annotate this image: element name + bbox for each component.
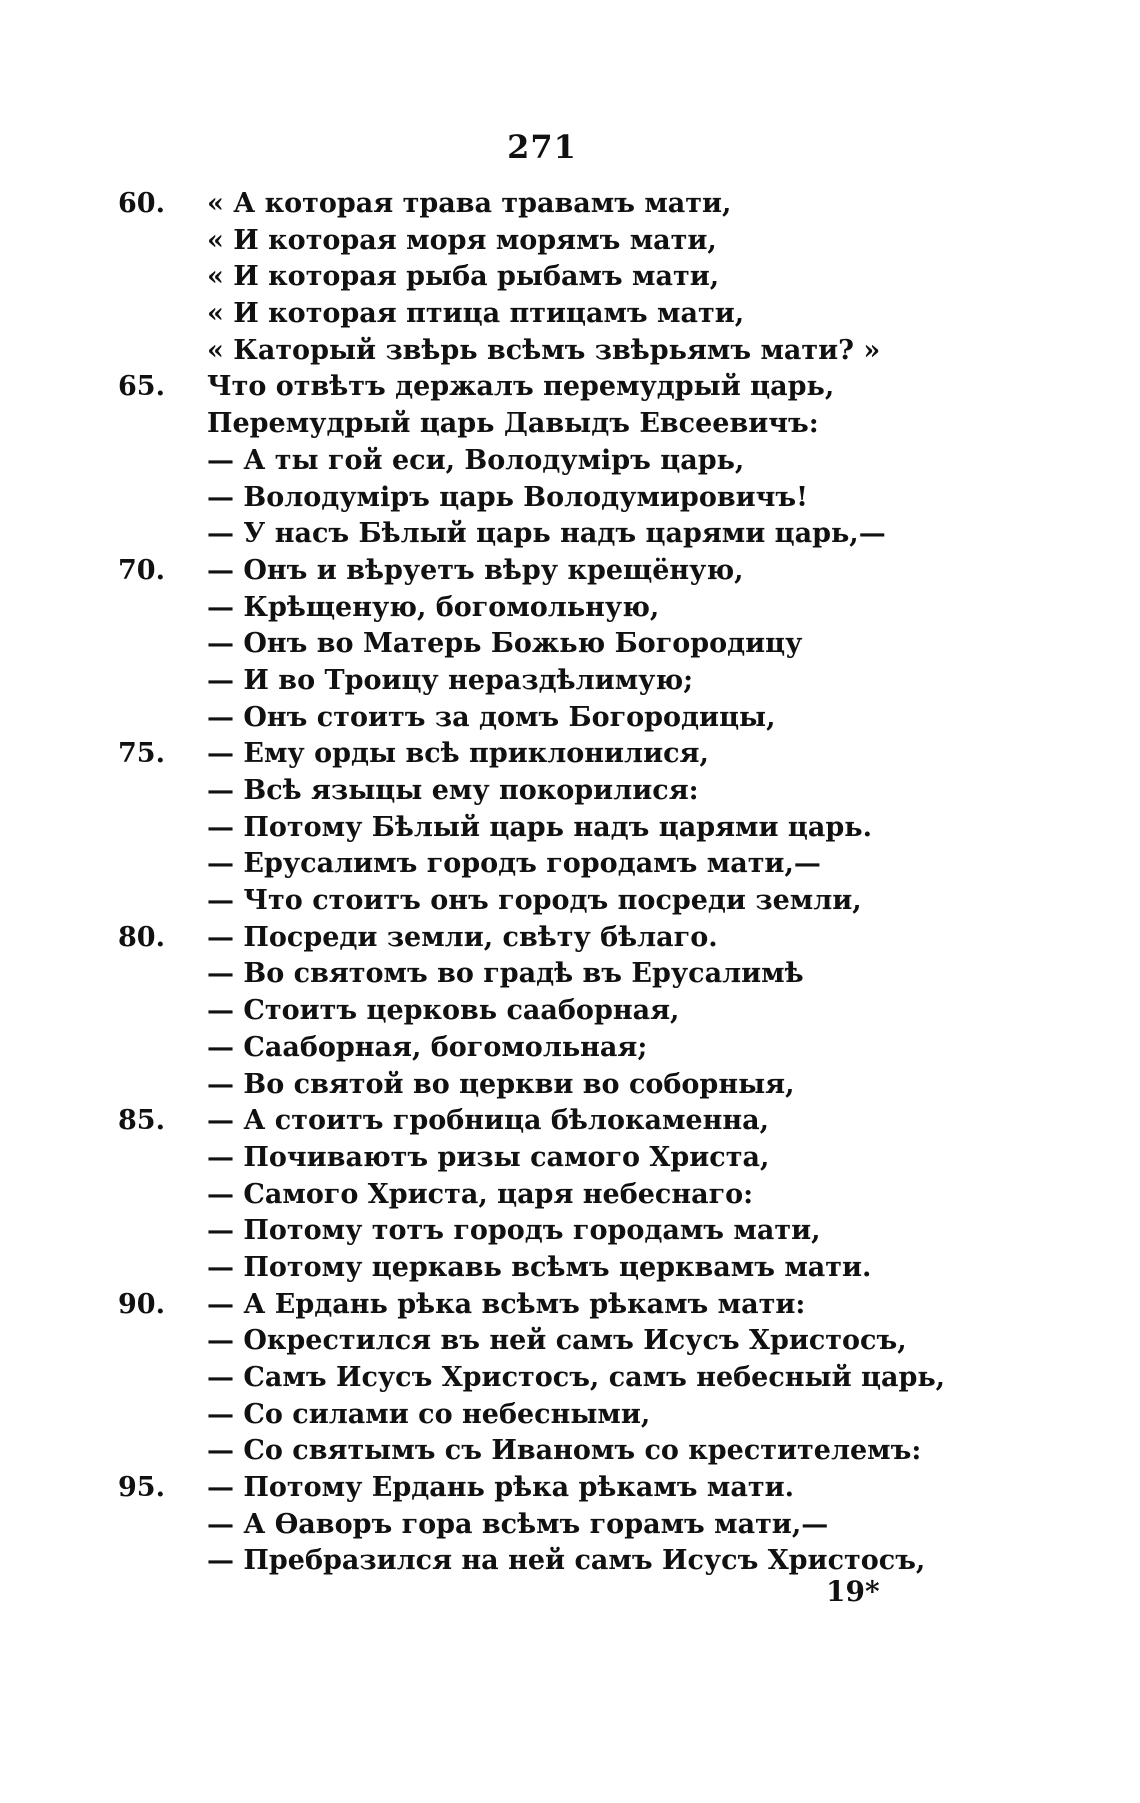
line-text: « И которая птица птицамъ мати, <box>207 298 745 330</box>
poem-line <box>0 1177 1140 1214</box>
line-number: 90. <box>118 1288 165 1320</box>
poem-line <box>0 480 1140 517</box>
line-text: — У насъ Бѣлый царь надъ царями царь,— <box>207 518 886 550</box>
poem-line <box>0 1140 1140 1177</box>
line-text: — Почиваютъ ризы самого Христа, <box>207 1141 770 1173</box>
line-text: — Самого Христа, царя небеснаго: <box>207 1178 754 1210</box>
line-number: 75. <box>118 738 165 770</box>
line-text: — Во святомъ во градѣ въ Ерусалимѣ <box>207 958 804 990</box>
poem-line <box>0 1470 1140 1507</box>
poem-line <box>0 700 1140 737</box>
poem-line <box>0 553 1140 590</box>
line-text: — Ерусалимъ городъ городамъ мати,— <box>207 848 821 880</box>
line-text: — А Ердань рѣка всѣмъ рѣкамъ мати: <box>207 1288 806 1320</box>
line-text: — Онъ стоитъ за домъ Богородицы, <box>207 701 776 733</box>
line-text: Что отвѣтъ держалъ перемудрый царь, <box>207 371 835 403</box>
line-text: « И которая моря морямъ мати, <box>207 224 717 256</box>
line-text: — Потому Ердань рѣка рѣкамъ мати. <box>207 1472 794 1504</box>
line-text: Перемудрый царь Давыдъ Евсеевичъ: <box>207 408 819 440</box>
line-number: 70. <box>118 554 165 586</box>
poem-line <box>0 1433 1140 1470</box>
line-text: — И во Троицу нераздѣлимую; <box>207 664 694 696</box>
poem-line <box>0 993 1140 1030</box>
line-text: — Потому Бѣлый царь надъ царями царь. <box>207 811 872 843</box>
poem-line <box>0 1103 1140 1140</box>
poem-line <box>0 920 1140 957</box>
line-text: — Онъ во Матерь Божью Богородицу <box>207 628 803 660</box>
line-text: — Что стоитъ онъ городъ посреди земли, <box>207 885 862 917</box>
poem-line <box>0 663 1140 700</box>
line-text: — Крѣщеную, богомольную, <box>207 591 660 623</box>
line-text: — Со силами со небесными, <box>207 1398 651 1430</box>
line-text: — Окрестился въ ней самъ Исусъ Христосъ, <box>207 1325 907 1357</box>
poem-line <box>0 810 1140 847</box>
poem-line <box>0 956 1140 993</box>
line-text: — А ты гой еси, Володумiръ царь, <box>207 444 745 476</box>
line-text: — Со святымъ съ Иваномъ со крестителемъ: <box>207 1435 922 1467</box>
line-text: — Володумiръ царь Володумировичъ! <box>207 481 808 513</box>
line-text: — Самъ Исусъ Христосъ, самъ небесный царь, <box>207 1362 946 1393</box>
line-text: — Потому тотъ городъ городамъ мати, <box>207 1215 821 1247</box>
poem-line <box>0 296 1140 333</box>
poem-line <box>0 1397 1140 1434</box>
line-text: — А Ѳаворъ гора всѣмъ горамъ мати,— <box>207 1508 829 1540</box>
line-number: 60. <box>118 188 165 219</box>
poem-line <box>0 443 1140 480</box>
line-text: — Всѣ языцы ему покорилися: <box>207 775 699 806</box>
line-text: « Каторый звѣрь всѣмъ звѣрьямъ мати? » <box>207 334 881 366</box>
line-number: 85. <box>118 1105 165 1137</box>
poem-line <box>0 773 1140 810</box>
line-number: 80. <box>118 921 165 953</box>
line-text: « А которая трава травамъ мати, <box>207 188 732 219</box>
poem-line <box>0 223 1140 260</box>
line-text: — Пребразился на ней самъ Исусъ Христосъ, <box>207 1545 926 1577</box>
line-text: — А стоитъ гробница бѣлокаменна, <box>207 1105 769 1137</box>
line-number: 65. <box>118 371 165 403</box>
line-text: — Во святой во церкви во соборныя, <box>207 1068 795 1100</box>
poem-line <box>0 1287 1140 1324</box>
line-text: « И которая рыба рыбамъ мати, <box>207 261 720 293</box>
page-number: 271 <box>507 128 577 166</box>
poem-line <box>0 1543 1140 1580</box>
poem-line <box>0 369 1140 406</box>
line-number: 95. <box>118 1472 165 1504</box>
line-text: — Стоитъ церковь саaборная, <box>207 995 680 1027</box>
poem-line <box>0 1360 1140 1397</box>
poem-line <box>0 516 1140 553</box>
poem-line <box>0 1213 1140 1250</box>
line-text: — Ему орды всѣ приклонилися, <box>207 738 709 770</box>
poem-line <box>0 883 1140 920</box>
line-text: — Потому церкавь всѣмъ церквамъ мати. <box>207 1251 872 1283</box>
poem-line <box>0 333 1140 370</box>
poem-line <box>0 406 1140 443</box>
poem-line <box>0 1030 1140 1067</box>
line-text: — Саaборная, богомольная; <box>207 1031 648 1063</box>
poem-line <box>0 1250 1140 1287</box>
poem-line <box>0 186 1140 223</box>
line-text: — Онъ и вѣруетъ вѣру крещёную, <box>207 554 744 586</box>
poem-line <box>0 1323 1140 1360</box>
signature-mark: 19* <box>826 1575 880 1608</box>
poem-line <box>0 626 1140 663</box>
line-text: — Посреди земли, свѣту бѣлаго. <box>207 921 718 953</box>
poem-line <box>0 736 1140 773</box>
poem-line <box>0 590 1140 627</box>
poem-text <box>0 186 1140 1580</box>
poem-line <box>0 1507 1140 1544</box>
poem-line <box>0 846 1140 883</box>
poem-line <box>0 259 1140 296</box>
poem-line <box>0 1067 1140 1104</box>
